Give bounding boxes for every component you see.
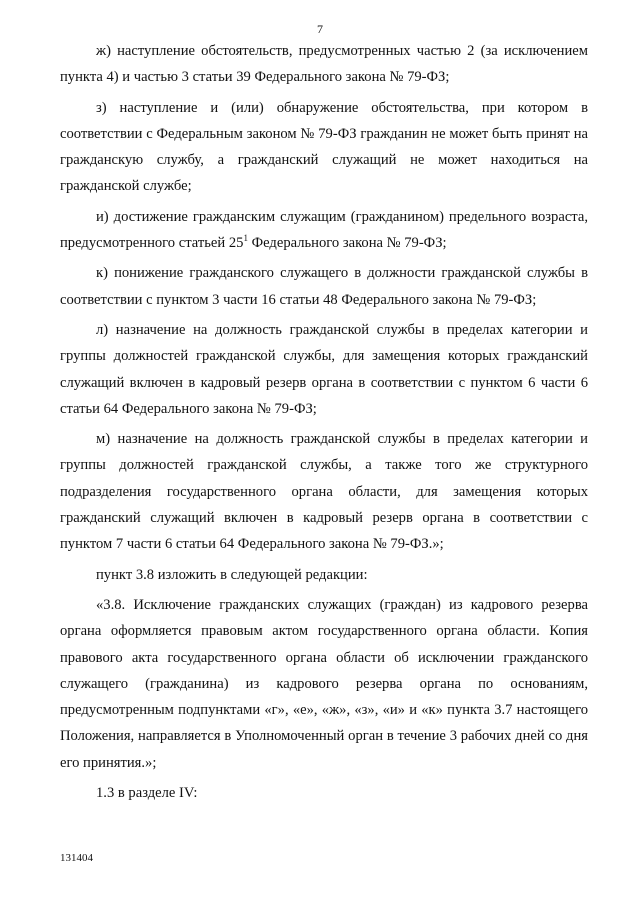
paragraph-i-text: и) достижение гражданским служащим (гражданином) предельного возраста, предусмотренного статьей 25 [60,208,588,252]
document-id: 131404 [60,852,93,864]
paragraph-l: л) назначение на должность гражданской службы в пределах категории и группы должностей гражданской службы, для замещения которых гражданский служащий включен в кадровый резерв органа в соответствии с пунктом 6 части 6 статьи 64 Федерального закона № 79-ФЗ; [60,321,588,417]
paragraph-k: к) понижение гражданского служащего в должности гражданской службы в соответствии с пунктом 3 части 16 статьи 48 Федерального закона № 79-ФЗ; [60,265,588,308]
paragraph-i [60,204,588,257]
paragraph-z: з) наступление и (или) обнаружение обстоятельства, при котором в соответствии с Федеральным законом № 79-ФЗ гражданин не может быть принят на гражданскую службу, а гражданский служащий не может находиться на гражданской службе; [60,99,588,195]
paragraph-m: м) назначение на должность гражданской службы в пределах категории и группы должностей гражданской службы, а также того же структурного подразделения государственного органа области, для замещения которых гражданский служащий включен в кадровый резерв органа в соответствии с пунктом 7 части 6 статьи 64 Федерального закона № 79-ФЗ.»; [60,431,588,553]
paragraph-item-3-8: «3.8. Исключение гражданских служащих (граждан) из кадрового резерва органа оформляется правовым актом государственного органа области. Копия правового акта государственного органа области об исключении гражданского служащего (гражданина) из кадрового резерва органа по основаниям, предусмотренным подпунктами «г», «е», «ж», «з», «и» и «к» пункта 3.7 настоящего Положения, направляется в Уполномоченный орган в течение 3 рабочих дней со дня его принятия.»; [60,596,588,771]
paragraph-zh: ж) наступление обстоятельств, предусмотренных частью 2 (за исключением пункта 4) и частью 3 статьи 39 Федерального закона № 79-ФЗ; [60,43,588,86]
paragraph-item-3-8-intro: пункт 3.8 изложить в следующей редакции: [96,566,368,583]
page-number: 7 [317,22,323,36]
superscript: 1 [243,233,248,244]
paragraph-i-text-end: Федерального закона № 79-ФЗ; [247,235,447,252]
document-body [60,38,588,810]
paragraph-1-3: 1.3 в разделе IV: [96,785,198,802]
